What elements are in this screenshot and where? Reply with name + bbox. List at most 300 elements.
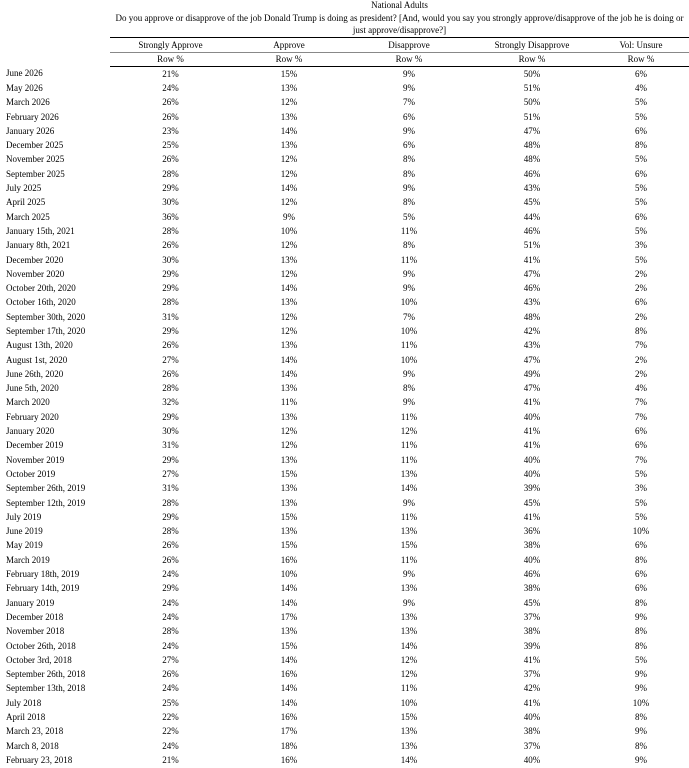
value-cell: 5% bbox=[635, 497, 648, 508]
value-cell: 12% bbox=[280, 440, 298, 451]
table-row bbox=[0, 239, 689, 253]
value-cell: 8% bbox=[593, 710, 689, 724]
table-row bbox=[0, 596, 689, 610]
table-row bbox=[0, 639, 689, 653]
value-cell: 8% bbox=[593, 596, 689, 610]
question-row bbox=[0, 11, 689, 38]
value-cell: 12% bbox=[231, 424, 347, 438]
value-cell: 29% bbox=[162, 583, 179, 594]
table-row bbox=[0, 224, 689, 238]
value-cell: 7% bbox=[347, 310, 471, 324]
row-date-label: July 2025 bbox=[6, 183, 42, 194]
row-percent-label: Row % bbox=[347, 53, 471, 67]
value-cell: 13% bbox=[400, 726, 418, 737]
value-cell: 9% bbox=[403, 183, 415, 194]
row-percent-label: Row % bbox=[471, 53, 593, 67]
value-cell: 26% bbox=[110, 110, 231, 124]
table-row bbox=[0, 739, 689, 753]
value-cell: 51% bbox=[471, 81, 593, 95]
value-cell: 2% bbox=[593, 310, 689, 324]
row-date-label: September 26th, 2019 bbox=[0, 482, 110, 496]
table-row bbox=[0, 725, 689, 739]
value-cell: 36% bbox=[162, 211, 179, 222]
value-cell: 26% bbox=[162, 154, 179, 165]
row-date-label: October 20th, 2020 bbox=[0, 281, 110, 295]
value-cell: 48% bbox=[471, 310, 593, 324]
value-cell: 4% bbox=[635, 383, 648, 394]
value-cell: 28% bbox=[110, 625, 231, 639]
value-cell: 12% bbox=[280, 97, 298, 108]
value-cell: 13% bbox=[400, 583, 418, 594]
row-date-label: October 3rd, 2018 bbox=[0, 653, 110, 667]
value-cell: 43% bbox=[523, 297, 541, 308]
value-cell: 13% bbox=[231, 339, 347, 353]
value-cell: 24% bbox=[110, 567, 231, 581]
value-cell: 11% bbox=[347, 453, 471, 467]
value-cell: 10% bbox=[231, 224, 347, 238]
value-cell: 47% bbox=[523, 383, 541, 394]
value-cell: 5% bbox=[593, 653, 689, 667]
value-cell: 46% bbox=[471, 224, 593, 238]
value-cell: 13% bbox=[231, 453, 347, 467]
value-cell: 24% bbox=[162, 611, 179, 622]
value-cell: 8% bbox=[635, 325, 648, 336]
table-row bbox=[0, 353, 689, 367]
value-cell: 6% bbox=[635, 211, 648, 222]
value-cell: 13% bbox=[347, 625, 471, 639]
table-row bbox=[0, 610, 689, 624]
row-date-label: December 2025 bbox=[0, 138, 110, 152]
value-cell: 9% bbox=[403, 268, 415, 279]
row-date-label: February 18th, 2019 bbox=[0, 567, 110, 581]
value-cell: 6% bbox=[593, 424, 689, 438]
row-date-label: November 2020 bbox=[6, 268, 65, 279]
table-row bbox=[0, 181, 689, 195]
row-date-label: December 2020 bbox=[0, 253, 110, 267]
value-cell: 11% bbox=[347, 510, 471, 524]
value-cell: 6% bbox=[635, 440, 648, 451]
value-cell: 9% bbox=[347, 281, 471, 295]
value-cell: 16% bbox=[280, 669, 298, 680]
table-row bbox=[0, 410, 689, 424]
value-cell: 40% bbox=[523, 468, 541, 479]
value-cell: 6% bbox=[635, 68, 648, 79]
table-row bbox=[0, 110, 689, 124]
value-cell: 12% bbox=[280, 325, 298, 336]
value-cell: 46% bbox=[471, 567, 593, 581]
table-row bbox=[0, 439, 689, 453]
value-cell: 13% bbox=[231, 110, 347, 124]
value-cell: 15% bbox=[280, 468, 298, 479]
value-cell: 5% bbox=[593, 196, 689, 210]
value-cell: 5% bbox=[635, 97, 648, 108]
value-cell: 41% bbox=[471, 396, 593, 410]
table-row bbox=[0, 553, 689, 567]
value-cell: 8% bbox=[593, 625, 689, 639]
value-cell: 40% bbox=[471, 710, 593, 724]
value-cell: 37% bbox=[523, 611, 541, 622]
column-header-row bbox=[0, 38, 689, 53]
value-cell: 5% bbox=[593, 110, 689, 124]
value-cell: 5% bbox=[593, 224, 689, 238]
value-cell: 9% bbox=[347, 567, 471, 581]
value-cell: 40% bbox=[523, 411, 541, 422]
table-row bbox=[0, 482, 689, 496]
value-cell: 41% bbox=[523, 697, 541, 708]
value-cell: 21% bbox=[162, 68, 179, 79]
value-cell: 24% bbox=[110, 596, 231, 610]
value-cell: 7% bbox=[593, 453, 689, 467]
value-cell: 9% bbox=[635, 611, 648, 622]
row-date-label: February 2026 bbox=[0, 110, 110, 124]
value-cell: 11% bbox=[347, 339, 471, 353]
value-cell: 31% bbox=[162, 440, 179, 451]
value-cell: 13% bbox=[400, 468, 418, 479]
value-cell: 22% bbox=[162, 726, 179, 737]
value-cell: 14% bbox=[231, 367, 347, 381]
value-cell: 6% bbox=[593, 167, 689, 181]
value-cell: 50% bbox=[523, 97, 541, 108]
value-cell: 29% bbox=[162, 411, 179, 422]
value-cell: 47% bbox=[523, 354, 541, 365]
value-cell: 15% bbox=[280, 68, 298, 79]
row-date-label: March 2026 bbox=[6, 97, 50, 108]
value-cell: 26% bbox=[110, 367, 231, 381]
row-date-label: January 8th, 2021 bbox=[6, 240, 71, 251]
column-header: Disapprove bbox=[347, 38, 471, 53]
value-cell: 27% bbox=[162, 468, 179, 479]
value-cell: 43% bbox=[523, 183, 541, 194]
table-row bbox=[0, 267, 689, 281]
value-cell: 29% bbox=[110, 510, 231, 524]
table-row bbox=[0, 496, 689, 510]
table-row bbox=[0, 467, 689, 481]
row-date-label: April 2025 bbox=[0, 196, 110, 210]
table-row bbox=[0, 167, 689, 181]
column-header: Strongly Disapprove bbox=[471, 38, 593, 53]
row-date-label: March 2019 bbox=[6, 554, 50, 565]
value-cell: 12% bbox=[280, 154, 298, 165]
value-cell: 6% bbox=[593, 567, 689, 581]
value-cell: 8% bbox=[593, 739, 689, 753]
table-row bbox=[0, 153, 689, 167]
value-cell: 9% bbox=[283, 211, 295, 222]
table-row bbox=[0, 124, 689, 138]
value-cell: 44% bbox=[523, 211, 541, 222]
value-cell: 28% bbox=[162, 526, 179, 537]
value-cell: 12% bbox=[347, 653, 471, 667]
row-date-label: January 2019 bbox=[0, 596, 110, 610]
value-cell: 15% bbox=[231, 539, 347, 553]
table-row bbox=[0, 753, 689, 767]
value-cell: 38% bbox=[471, 625, 593, 639]
value-cell: 12% bbox=[400, 669, 418, 680]
value-cell: 8% bbox=[403, 240, 415, 251]
row-date-label: March 2020 bbox=[0, 396, 110, 410]
value-cell: 14% bbox=[231, 281, 347, 295]
value-cell: 29% bbox=[110, 453, 231, 467]
value-cell: 13% bbox=[231, 138, 347, 152]
value-cell: 15% bbox=[280, 640, 298, 651]
value-cell: 11% bbox=[231, 396, 347, 410]
value-cell: 26% bbox=[162, 97, 179, 108]
value-cell: 9% bbox=[403, 497, 415, 508]
value-cell: 46% bbox=[471, 281, 593, 295]
column-header: Vol: Unsure bbox=[593, 38, 689, 53]
table-row bbox=[0, 682, 689, 696]
value-cell: 17% bbox=[280, 611, 298, 622]
value-cell: 40% bbox=[523, 554, 541, 565]
row-date-label: February 14th, 2019 bbox=[6, 583, 80, 594]
value-cell: 45% bbox=[523, 497, 541, 508]
value-cell: 8% bbox=[403, 154, 415, 165]
row-date-label: January 2020 bbox=[0, 424, 110, 438]
row-date-label: August 1st, 2020 bbox=[6, 354, 68, 365]
value-cell: 26% bbox=[110, 339, 231, 353]
value-cell: 25% bbox=[110, 138, 231, 152]
row-date-label: March 23, 2018 bbox=[6, 726, 64, 737]
row-date-label: September 2025 bbox=[0, 167, 110, 181]
table-row bbox=[0, 582, 689, 596]
row-date-label: October 2019 bbox=[6, 468, 56, 479]
value-cell: 9% bbox=[347, 367, 471, 381]
row-date-label: December 2018 bbox=[6, 611, 64, 622]
value-cell: 8% bbox=[347, 196, 471, 210]
value-cell: 12% bbox=[280, 268, 298, 279]
value-cell: 39% bbox=[523, 640, 541, 651]
value-cell: 10% bbox=[231, 567, 347, 581]
value-cell: 9% bbox=[347, 596, 471, 610]
value-cell: 41% bbox=[471, 653, 593, 667]
value-cell: 2% bbox=[593, 281, 689, 295]
value-cell: 14% bbox=[280, 125, 298, 136]
value-cell: 14% bbox=[280, 697, 298, 708]
value-cell: 51% bbox=[471, 110, 593, 124]
table-row bbox=[0, 196, 689, 210]
value-cell: 27% bbox=[110, 653, 231, 667]
row-percent-label: Row % bbox=[231, 53, 347, 67]
row-percent-label: Row % bbox=[593, 53, 689, 67]
value-cell: 2% bbox=[635, 268, 648, 279]
value-cell: 9% bbox=[635, 726, 648, 737]
value-cell: 13% bbox=[280, 383, 298, 394]
value-cell: 13% bbox=[280, 297, 298, 308]
row-date-label: September 26th, 2018 bbox=[6, 669, 86, 680]
value-cell: 26% bbox=[162, 554, 179, 565]
value-cell: 13% bbox=[347, 739, 471, 753]
row-date-label: March 8, 2018 bbox=[0, 739, 110, 753]
value-cell: 9% bbox=[347, 81, 471, 95]
column-header: Strongly Approve bbox=[110, 38, 231, 53]
row-date-label: June 5th, 2020 bbox=[6, 383, 59, 394]
value-cell: 3% bbox=[593, 482, 689, 496]
value-cell: 12% bbox=[347, 424, 471, 438]
value-cell: 14% bbox=[400, 640, 418, 651]
value-cell: 30% bbox=[110, 196, 231, 210]
value-cell: 8% bbox=[635, 554, 648, 565]
value-cell: 8% bbox=[347, 167, 471, 181]
table-row bbox=[0, 310, 689, 324]
table-row bbox=[0, 382, 689, 396]
value-cell: 26% bbox=[110, 539, 231, 553]
table-row bbox=[0, 367, 689, 381]
value-cell: 38% bbox=[523, 583, 541, 594]
value-cell: 28% bbox=[110, 167, 231, 181]
value-cell: 28% bbox=[162, 383, 179, 394]
value-cell: 11% bbox=[400, 411, 418, 422]
value-cell: 13% bbox=[231, 81, 347, 95]
value-cell: 13% bbox=[231, 482, 347, 496]
value-cell: 11% bbox=[347, 253, 471, 267]
value-cell: 30% bbox=[110, 253, 231, 267]
value-cell: 11% bbox=[400, 440, 418, 451]
value-cell: 5% bbox=[593, 510, 689, 524]
value-cell: 29% bbox=[162, 268, 179, 279]
value-cell: 10% bbox=[632, 697, 650, 708]
table-row bbox=[0, 138, 689, 152]
value-cell: 41% bbox=[471, 510, 593, 524]
value-cell: 11% bbox=[347, 224, 471, 238]
table-row bbox=[0, 296, 689, 310]
table-row bbox=[0, 653, 689, 667]
value-cell: 27% bbox=[162, 354, 179, 365]
value-cell: 32% bbox=[110, 396, 231, 410]
value-cell: 40% bbox=[523, 754, 541, 765]
value-cell: 39% bbox=[471, 482, 593, 496]
row-date-label: December 2019 bbox=[6, 440, 64, 451]
value-cell: 12% bbox=[231, 167, 347, 181]
value-cell: 5% bbox=[403, 211, 415, 222]
table-row bbox=[0, 339, 689, 353]
table-row bbox=[0, 567, 689, 581]
row-date-label: April 2018 bbox=[0, 710, 110, 724]
row-date-label: February 23, 2018 bbox=[6, 754, 73, 765]
value-cell: 5% bbox=[635, 183, 648, 194]
table-row bbox=[0, 396, 689, 410]
value-cell: 13% bbox=[400, 526, 418, 537]
population-row bbox=[0, 0, 689, 11]
table-row bbox=[0, 324, 689, 338]
value-cell: 4% bbox=[593, 81, 689, 95]
value-cell: 9% bbox=[403, 125, 415, 136]
value-cell: 7% bbox=[593, 339, 689, 353]
table-row bbox=[0, 510, 689, 524]
column-header: Approve bbox=[231, 38, 347, 53]
row-date-label: September 30th, 2020 bbox=[0, 310, 110, 324]
value-cell: 13% bbox=[280, 497, 298, 508]
row-percent-label: Row % bbox=[110, 53, 231, 67]
value-cell: 5% bbox=[593, 253, 689, 267]
value-cell: 30% bbox=[110, 424, 231, 438]
value-cell: 9% bbox=[635, 669, 648, 680]
value-cell: 13% bbox=[280, 526, 298, 537]
value-cell: 51% bbox=[523, 240, 541, 251]
table-row bbox=[0, 281, 689, 295]
value-cell: 41% bbox=[523, 440, 541, 451]
value-cell: 2% bbox=[635, 354, 648, 365]
value-cell: 29% bbox=[162, 183, 179, 194]
value-cell: 5% bbox=[635, 468, 648, 479]
value-cell: 16% bbox=[231, 710, 347, 724]
row-date-label: August 13th, 2020 bbox=[0, 339, 110, 353]
value-cell: 31% bbox=[110, 482, 231, 496]
value-cell: 31% bbox=[110, 310, 231, 324]
value-cell: 7% bbox=[593, 396, 689, 410]
value-cell: 37% bbox=[523, 669, 541, 680]
value-cell: 45% bbox=[471, 596, 593, 610]
table-row bbox=[0, 453, 689, 467]
value-cell: 10% bbox=[400, 325, 418, 336]
value-cell: 6% bbox=[635, 125, 648, 136]
value-cell: 25% bbox=[162, 697, 179, 708]
value-cell: 29% bbox=[162, 325, 179, 336]
value-cell: 14% bbox=[400, 754, 418, 765]
value-cell: 2% bbox=[593, 367, 689, 381]
table-row bbox=[0, 424, 689, 438]
value-cell: 24% bbox=[110, 81, 231, 95]
table-body bbox=[0, 67, 689, 768]
value-cell: 13% bbox=[280, 411, 298, 422]
value-cell: 9% bbox=[347, 396, 471, 410]
value-cell: 6% bbox=[593, 539, 689, 553]
value-cell: 3% bbox=[635, 240, 648, 251]
value-cell: 18% bbox=[231, 739, 347, 753]
row-date-label: January 15th, 2021 bbox=[0, 224, 110, 238]
value-cell: 24% bbox=[110, 682, 231, 696]
row-date-label: June 2026 bbox=[6, 68, 43, 79]
value-cell: 37% bbox=[471, 739, 593, 753]
table-row bbox=[0, 210, 689, 224]
table-row bbox=[0, 696, 689, 710]
value-cell: 13% bbox=[400, 611, 418, 622]
value-cell: 8% bbox=[403, 383, 415, 394]
value-cell: 38% bbox=[523, 726, 541, 737]
row-date-label: November 2018 bbox=[0, 625, 110, 639]
value-cell: 23% bbox=[162, 125, 179, 136]
value-cell: 42% bbox=[523, 325, 541, 336]
row-date-label: October 16th, 2020 bbox=[6, 297, 76, 308]
value-cell: 48% bbox=[523, 154, 541, 165]
value-cell: 10% bbox=[400, 354, 418, 365]
table-row bbox=[0, 525, 689, 539]
value-cell: 12% bbox=[231, 196, 347, 210]
row-date-label: May 2026 bbox=[0, 81, 110, 95]
value-cell: 48% bbox=[471, 138, 593, 152]
row-date-label: July 2018 bbox=[6, 697, 42, 708]
row-date-label: October 26th, 2018 bbox=[6, 640, 76, 651]
value-cell: 41% bbox=[471, 424, 593, 438]
value-cell: 21% bbox=[162, 754, 179, 765]
value-cell: 7% bbox=[403, 97, 415, 108]
row-date-label: September 17th, 2020 bbox=[6, 325, 86, 336]
value-cell: 24% bbox=[162, 640, 179, 651]
table-row bbox=[0, 253, 689, 267]
table-row bbox=[0, 710, 689, 724]
row-date-label: September 13th, 2018 bbox=[0, 682, 110, 696]
value-cell: 5% bbox=[635, 154, 648, 165]
row-date-label: February 2020 bbox=[6, 411, 59, 422]
value-cell: 10% bbox=[400, 697, 418, 708]
value-cell: 49% bbox=[471, 367, 593, 381]
value-cell: 45% bbox=[471, 196, 593, 210]
row-date-label: June 2019 bbox=[6, 526, 43, 537]
value-cell: 6% bbox=[347, 110, 471, 124]
row-date-label: July 2019 bbox=[0, 510, 110, 524]
value-cell: 15% bbox=[347, 539, 471, 553]
value-cell: 14% bbox=[347, 482, 471, 496]
value-cell: 9% bbox=[403, 68, 415, 79]
value-cell: 14% bbox=[280, 183, 298, 194]
